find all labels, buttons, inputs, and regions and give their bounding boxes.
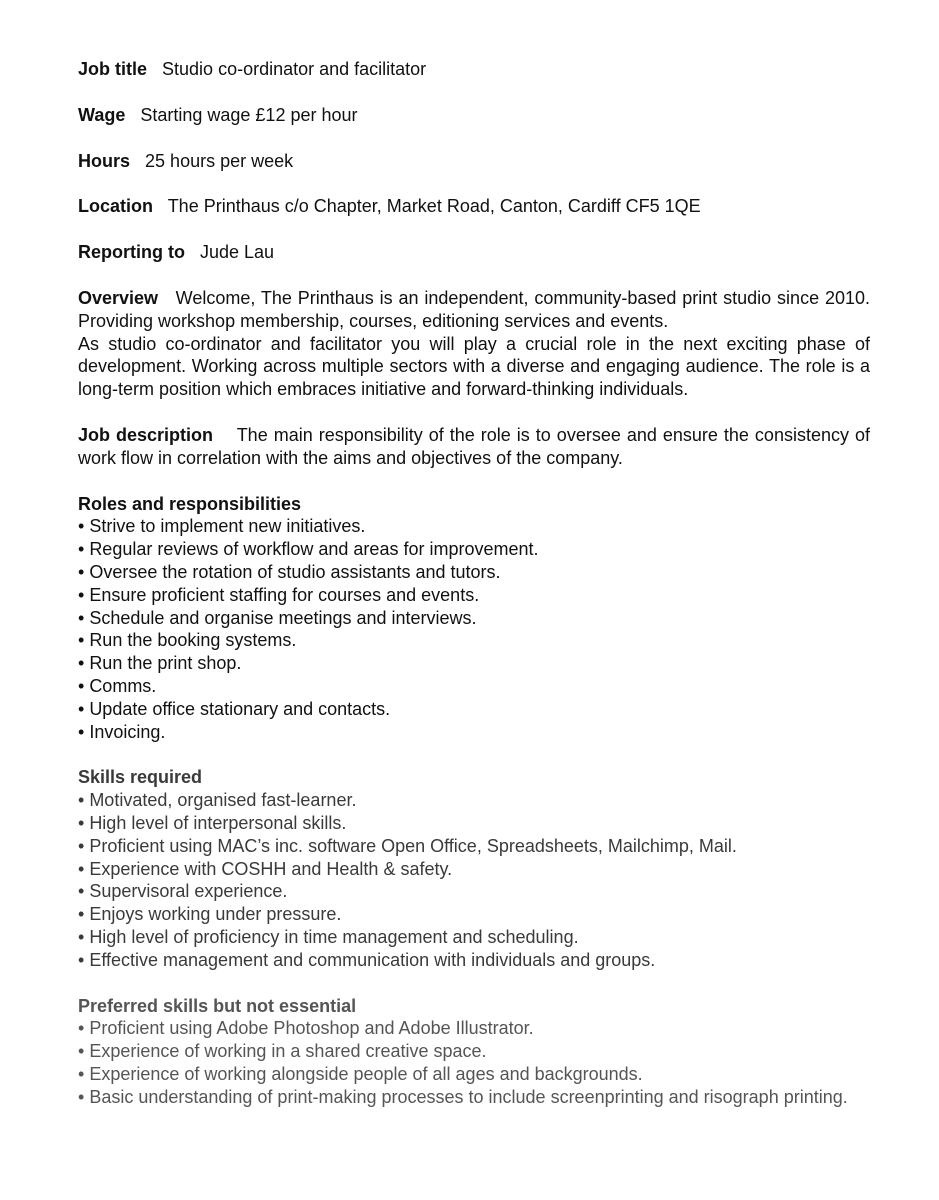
job-description-text: The main responsibility of the role is to oversee and ensure the consistency of work flow in correlation with the aims and objectives of the company.: [78, 424, 870, 468]
reporting-field: [78, 241, 870, 264]
job-title-value: Studio co-ordinator and facilitator: [162, 59, 427, 79]
location-label: Location: [78, 196, 153, 217]
list-item: • Run the print shop.: [78, 652, 870, 675]
roles-section: [78, 493, 870, 744]
location-field: [78, 195, 870, 218]
wage-field: [78, 104, 870, 127]
overview-section: [78, 287, 870, 401]
wage-label: Wage: [78, 104, 126, 125]
list-item: • Strive to implement new initiatives.: [78, 515, 870, 538]
preferred-title: Preferred skills but not essential: [78, 995, 357, 1016]
preferred-list: [78, 1017, 870, 1108]
skills-section: [78, 766, 870, 971]
list-item: • Effective management and communication with individuals and groups.: [78, 949, 870, 972]
overview-text-1: Welcome, The Printhaus is an independent, community-based print studio since 2010. Providing workshop membership, courses, editioning services and events.: [78, 287, 870, 331]
list-item: • Schedule and organise meetings and interviews.: [78, 607, 870, 630]
job-posting-document: [78, 58, 870, 1131]
job-title-field: [78, 58, 870, 81]
reporting-value: Jude Lau: [200, 242, 275, 263]
list-item: • Invoicing.: [78, 721, 870, 744]
hours-value: 25 hours per week: [145, 150, 294, 171]
list-item: • Oversee the rotation of studio assistants and tutors.: [78, 561, 870, 584]
list-item: • High level of interpersonal skills.: [78, 812, 870, 835]
list-item: • Supervisoral experience.: [78, 880, 870, 903]
job-description-paragraph: [78, 424, 870, 470]
list-item: • Motivated, organised fast-learner.: [78, 789, 870, 812]
list-item: • Regular reviews of workflow and areas for improvement.: [78, 538, 870, 561]
job-title-label: Job title: [78, 59, 148, 79]
overview-paragraph-1: [78, 287, 870, 333]
list-item: • Ensure proficient staffing for courses and events.: [78, 584, 870, 607]
roles-title: Roles and responsibilities: [78, 493, 302, 514]
preferred-section: [78, 995, 870, 1109]
hours-label: Hours: [78, 150, 131, 171]
list-item: • Experience with COSHH and Health & safety.: [78, 858, 870, 881]
wage-value: Starting wage £12 per hour: [140, 104, 358, 125]
job-description-label: Job description: [78, 424, 214, 445]
job-description-section: [78, 424, 870, 470]
list-item: • Basic understanding of print-making processes to include screenprinting and risograph printing.: [78, 1086, 870, 1109]
list-item: • Proficient using Adobe Photoshop and Adobe Illustrator.: [78, 1017, 870, 1040]
skills-title: Skills required: [78, 767, 203, 788]
list-item: • Proficient using MAC’s inc. software Open Office, Spreadsheets, Mailchimp, Mail.: [78, 835, 870, 858]
hours-field: [78, 150, 870, 173]
list-item: • Experience of working alongside people of all ages and backgrounds.: [78, 1063, 870, 1086]
location-value: The Printhaus c/o Chapter, Market Road, Canton, Cardiff CF5 1QE: [167, 196, 701, 217]
roles-list: [78, 515, 870, 743]
list-item: • Update office stationary and contacts.: [78, 698, 870, 721]
list-item: • High level of proficiency in time management and scheduling.: [78, 926, 870, 949]
list-item: • Enjoys working under pressure.: [78, 903, 870, 926]
list-item: • Comms.: [78, 675, 870, 698]
list-item: • Run the booking systems.: [78, 629, 870, 652]
skills-list: [78, 789, 870, 971]
reporting-label: Reporting to: [78, 242, 185, 263]
list-item: • Experience of working in a shared creative space.: [78, 1040, 870, 1063]
overview-label: Overview: [78, 287, 159, 308]
overview-paragraph-2: As studio co-ordinator and facilitator you will play a crucial role in the next exciting phase of development. Working across multiple sectors with a diverse and engaging audience. The role is a long-term position which embraces initiative and forward-thinking individuals.: [78, 333, 870, 400]
